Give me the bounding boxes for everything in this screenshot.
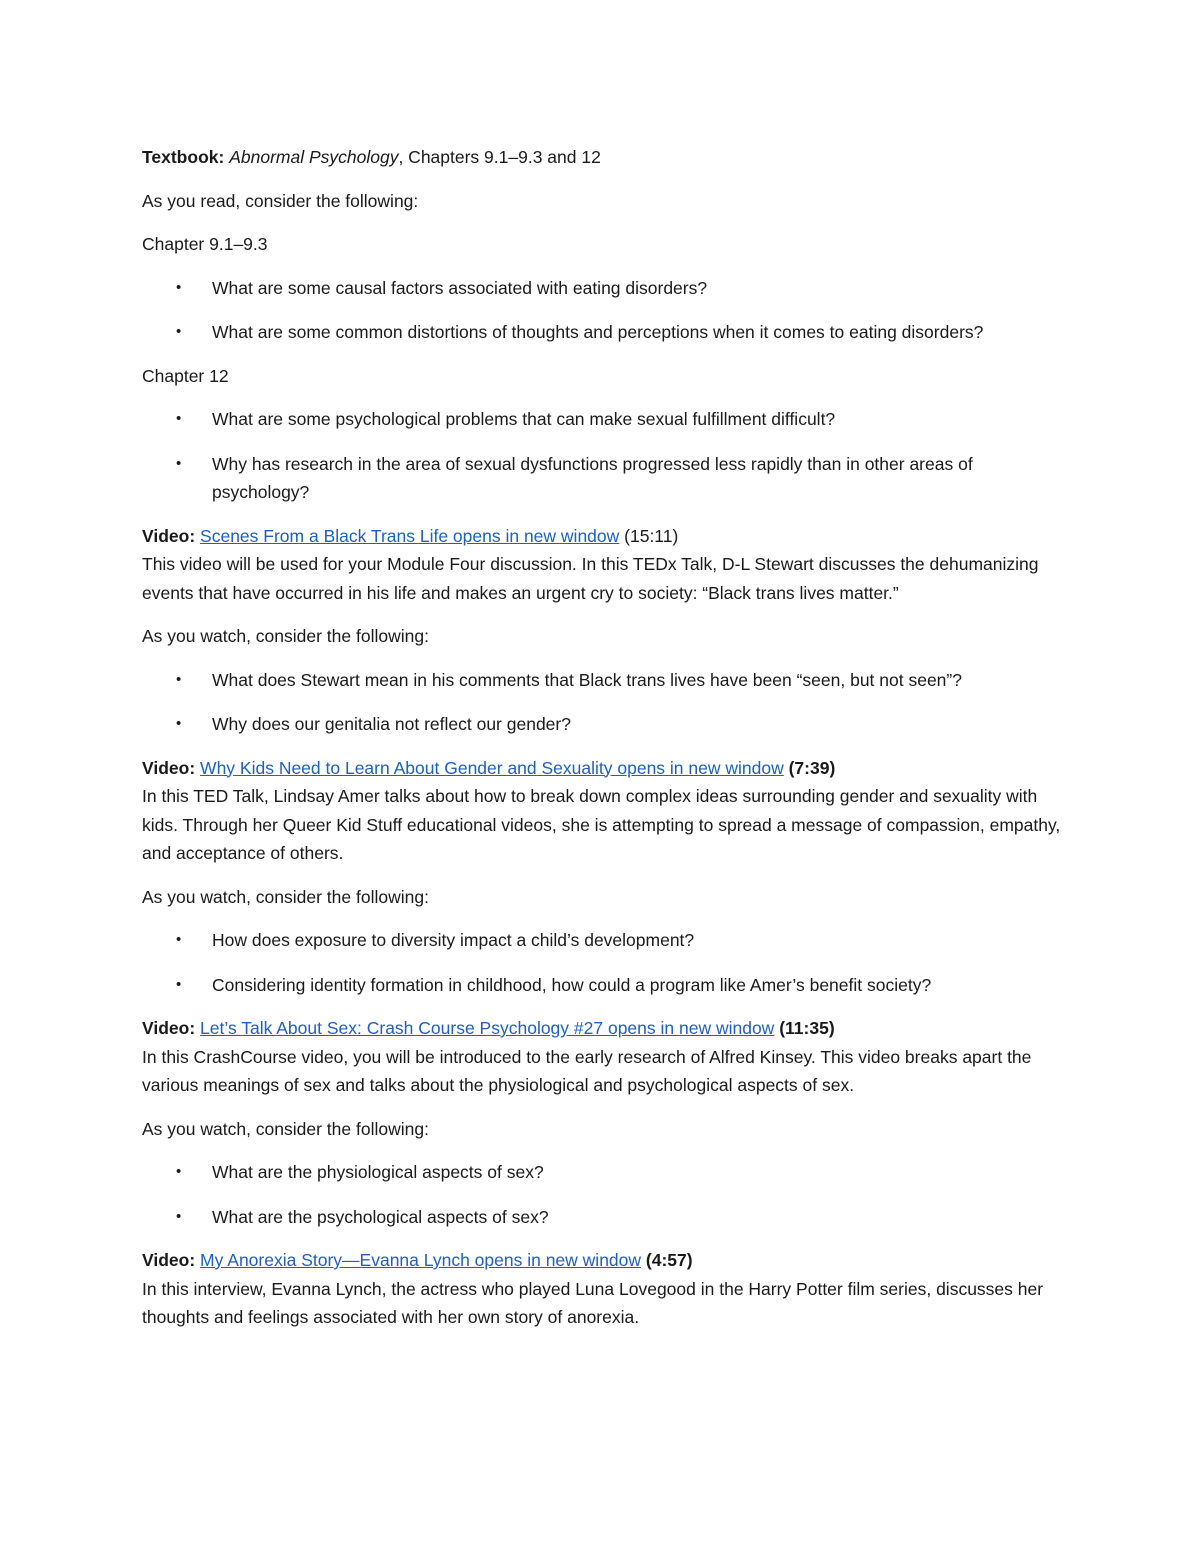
question-text: What are some causal factors associated with eating disorders?	[212, 277, 708, 298]
video-duration: (15:11)	[624, 525, 679, 546]
bullet-icon: •	[176, 975, 182, 993]
chapter-heading-9: Chapter 9.1–9.3	[142, 234, 268, 254]
bullet-icon: •	[176, 1207, 182, 1225]
textbook-chapters: , Chapters 9.1–9.3 and 12	[398, 147, 601, 167]
video-2-question-list	[142, 926, 1062, 999]
video-link-crash-course[interactable]: Let’s Talk About Sex: Crash Course Psychology #27 opens in new window	[200, 1018, 775, 1038]
question-text: How does exposure to diversity impact a child’s development?	[212, 930, 695, 950]
bullet-icon: •	[176, 670, 182, 688]
watch-prompt: As you watch, consider the following:	[142, 626, 429, 646]
list-item	[142, 405, 1062, 434]
bullet-icon: •	[176, 323, 182, 340]
video-block-black-trans-life	[142, 522, 1062, 608]
video-description: In this interview, Evanna Lynch, the actress who played Luna Lovegood in the Harry Potter film series, discusses her thoughts and feelings associated with her own story of anorexia.	[142, 1278, 1044, 1327]
bullet-icon: •	[176, 410, 182, 427]
video-link-kids-gender[interactable]: Why Kids Need to Learn About Gender and Sexuality opens in new window	[200, 757, 784, 778]
video-label: Video:	[142, 1250, 196, 1270]
read-prompt: As you read, consider the following:	[142, 190, 419, 211]
video-description: In this TED Talk, Lindsay Amer talks about how to break down complex ideas surrounding gender and sexuality with kids. Through her Queer Kid Stuff educational videos, she is attempting to spread a message of compassion, empathy, and acceptance of others.	[142, 786, 1061, 863]
list-item	[142, 450, 1062, 507]
question-text: Why has research in the area of sexual dysfunctions progressed less rapidly than in other areas of psychology?	[212, 453, 973, 502]
bullet-icon: •	[176, 1163, 182, 1180]
question-text: What does Stewart mean in his comments that Black trans lives have been “seen, but not seen”?	[212, 669, 962, 690]
bullet-icon: •	[176, 454, 182, 472]
chapter-12-question-list	[142, 405, 1062, 507]
list-item	[142, 274, 1062, 303]
question-text: Why does our genitalia not reflect our gender?	[212, 714, 571, 734]
question-text: What are the psychological aspects of sex?	[212, 1206, 549, 1227]
list-item	[142, 971, 1062, 1000]
video-1-question-list	[142, 666, 1062, 739]
video-3-question-list	[142, 1158, 1062, 1231]
list-item	[142, 1158, 1062, 1187]
video-duration: (4:57)	[645, 1250, 693, 1270]
video-block-kids-gender	[142, 754, 1062, 868]
question-text: What are some common distortions of thoughts and perceptions when it comes to eating disorders?	[212, 322, 984, 342]
list-item	[142, 710, 1062, 739]
question-text: What are some psychological problems that can make sexual fulfillment difficult?	[212, 409, 836, 429]
video-link-anorexia-story[interactable]: My Anorexia Story—Evanna Lynch opens in new window	[200, 1250, 642, 1270]
chapter-heading-12: Chapter 12	[142, 365, 229, 386]
video-description: In this CrashCourse video, you will be introduced to the early research of Alfred Kinsey. This video breaks apart the various meanings of sex and talks about the physiological and psychological aspects of sex.	[142, 1046, 1032, 1095]
video-label: Video:	[142, 1018, 196, 1038]
bullet-icon: •	[176, 278, 182, 296]
bullet-icon: •	[176, 931, 182, 948]
watch-prompt: As you watch, consider the following:	[142, 1118, 429, 1139]
video-block-crash-course	[142, 1014, 1062, 1100]
list-item	[142, 926, 1062, 955]
video-label: Video:	[142, 757, 196, 778]
document-content	[142, 143, 1062, 1347]
video-duration: (7:39)	[788, 757, 836, 778]
list-item	[142, 318, 1062, 347]
video-link-black-trans-life[interactable]: Scenes From a Black Trans Life opens in new window	[200, 525, 620, 546]
video-description: This video will be used for your Module Four discussion. In this TEDx Talk, D-L Stewart discusses the dehumanizing events that have occurred in his life and makes an urgent cry to society: “Black trans lives matter.”	[142, 554, 1039, 603]
question-text: Considering identity formation in childhood, how could a program like Amer’s benefit society?	[212, 974, 932, 995]
chapter-9-question-list	[142, 274, 1062, 347]
textbook-label: Textbook:	[142, 147, 225, 167]
list-item	[142, 666, 1062, 695]
list-item	[142, 1203, 1062, 1232]
video-duration: (11:35)	[779, 1018, 835, 1038]
textbook-line	[142, 143, 1062, 172]
bullet-icon: •	[176, 715, 182, 732]
watch-prompt: As you watch, consider the following:	[142, 886, 429, 907]
video-block-anorexia-story	[142, 1246, 1062, 1332]
textbook-title: Abnormal Psychology	[229, 147, 399, 167]
question-text: What are the physiological aspects of sex?	[212, 1162, 544, 1182]
video-label: Video:	[142, 525, 196, 546]
